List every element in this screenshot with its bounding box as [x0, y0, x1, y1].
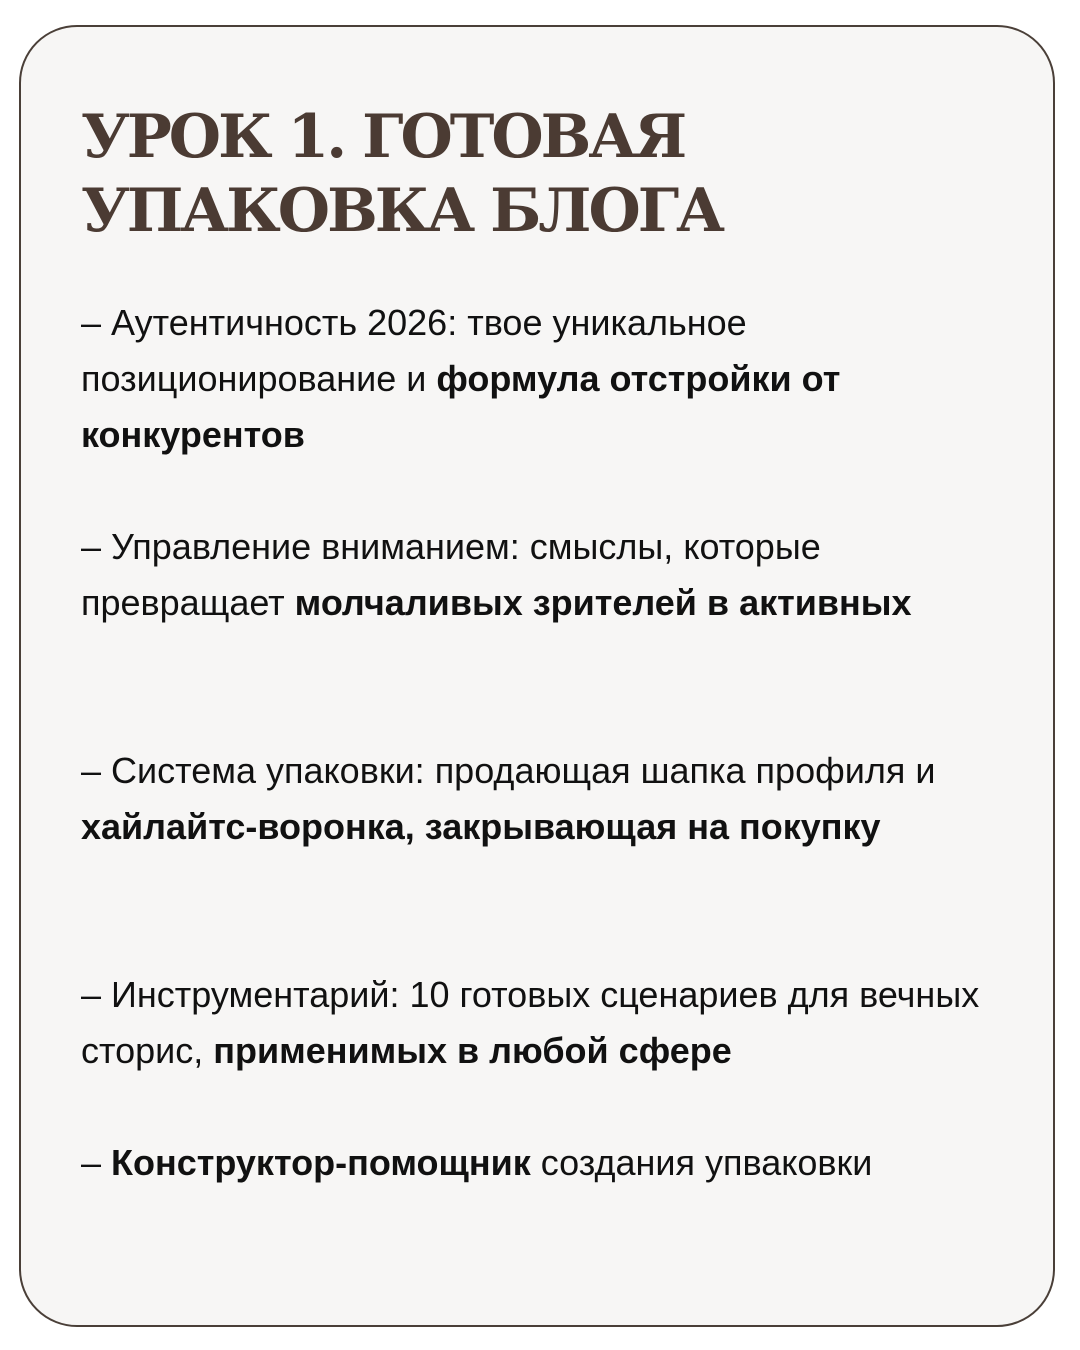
list-item-toolkit: [81, 967, 1001, 1079]
lesson-title-line-1: УРОК 1. ГОТОВАЯ: [81, 102, 685, 172]
list-item-text: – Инструментарий: 10 готовых сценариев для вечных сторис,: [81, 974, 980, 1071]
list-item-attention: [81, 519, 1001, 631]
list-item-authenticity: [81, 295, 1001, 463]
list-item-constructor: [81, 1135, 1001, 1191]
list-item-bold: формула отстройки от конкурентов: [81, 358, 841, 455]
list-item-bold: Конструктор-помощник: [111, 1142, 531, 1183]
list-item-bold: молчаливых зрителей в активных: [294, 582, 912, 623]
list-item-text: – Управление вниманием: смыслы, которые превращает: [81, 526, 821, 623]
list-item-bold: хайлайтс-воронка, закрывающая на покупку: [81, 806, 881, 847]
lesson-title: [81, 100, 981, 248]
list-item-text: – Система упаковки: продающая шапка профиля и: [81, 750, 936, 791]
lesson-title-line-2: УПАКОВКА БЛОГА: [81, 176, 722, 246]
list-item-packaging-system: [81, 743, 1001, 855]
list-item-text: создания упваковки: [530, 1142, 873, 1183]
list-item-text: – Аутентичность 2026: твое уникальное позиционирование и: [81, 302, 747, 399]
list-item-bold: применимых в любой сфере: [213, 1030, 732, 1071]
list-item-text: –: [81, 1142, 112, 1183]
